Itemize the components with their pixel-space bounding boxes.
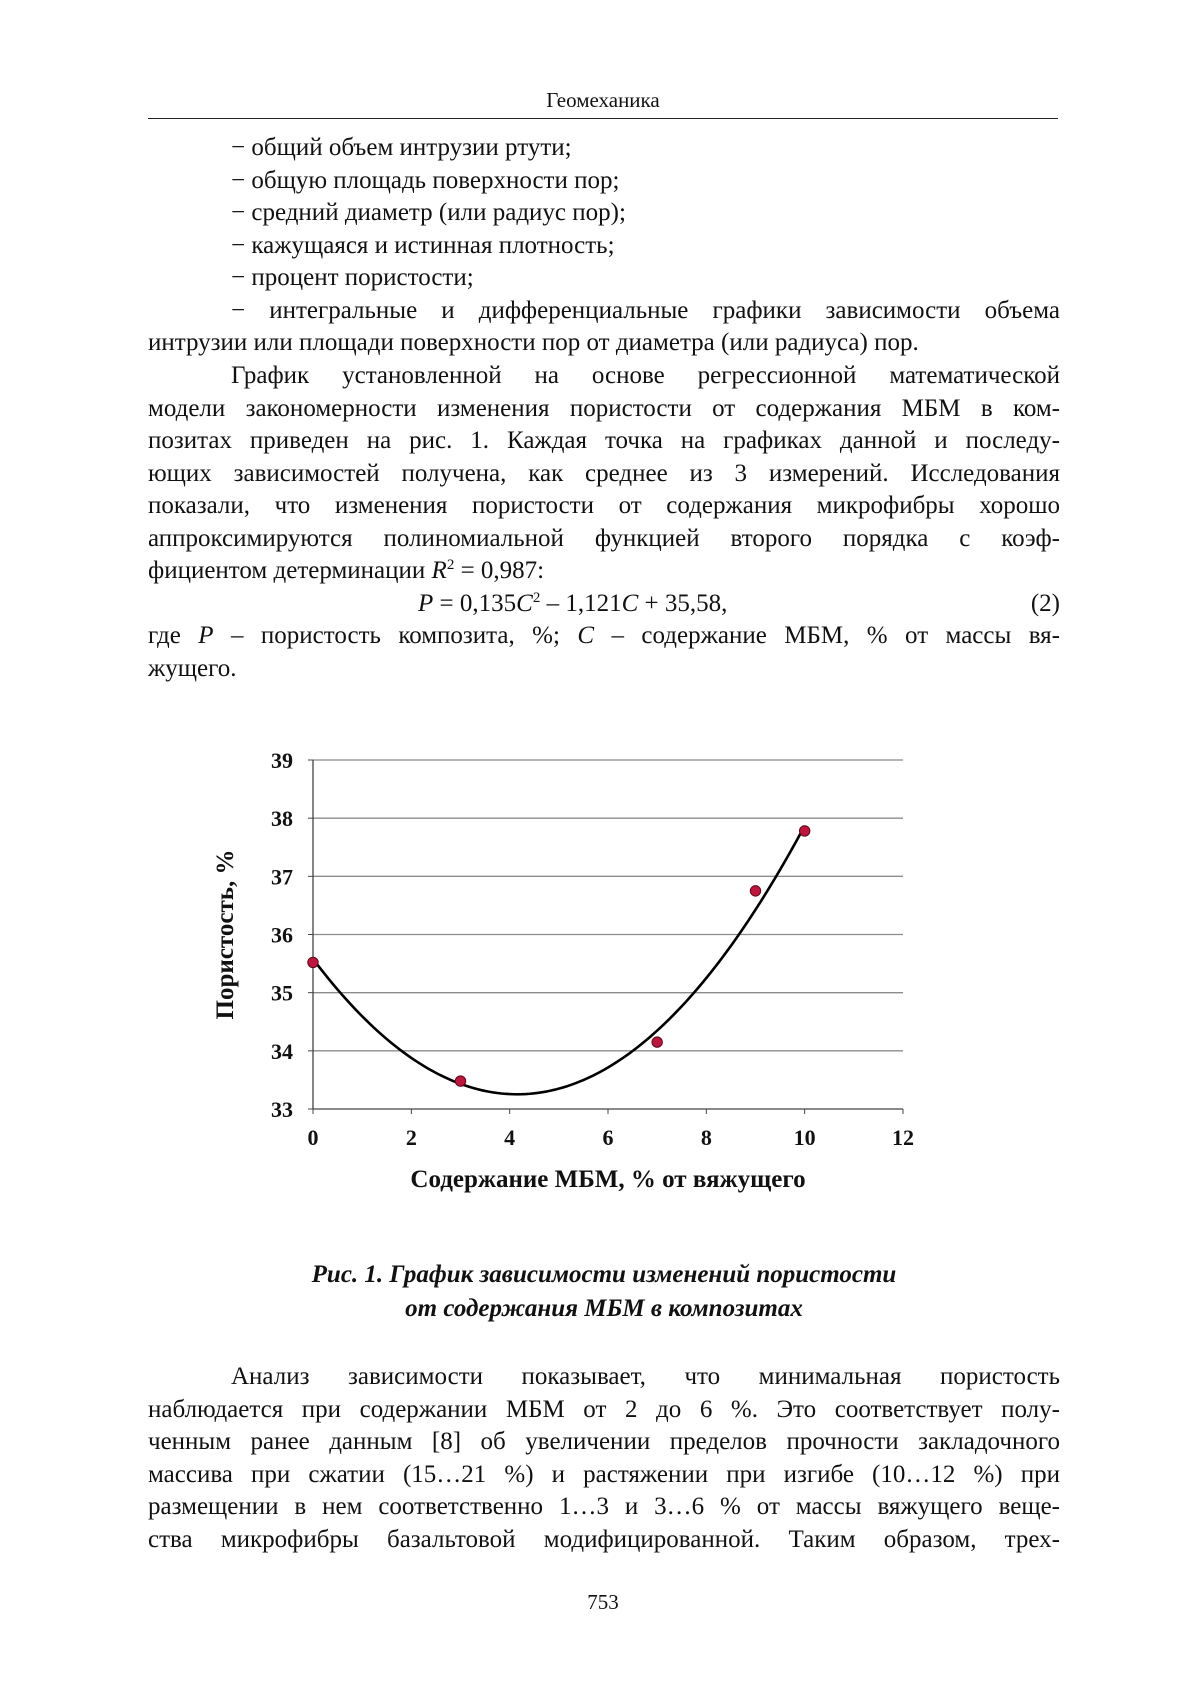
y-tick-label: 36: [271, 922, 293, 948]
data-point: [652, 1037, 662, 1047]
figure-caption: [148, 1258, 1060, 1326]
page-number: 753: [587, 1590, 619, 1614]
paragraph-line: ства микрофибры базальтовой модифицированной. Таким образом, трех-: [148, 1525, 1060, 1553]
paragraph-line: жущего.: [148, 654, 237, 682]
data-point: [799, 826, 809, 836]
bullet-list: [148, 132, 1060, 360]
caption-line: Рис. 1. График зависимости изменений пористости: [311, 1261, 897, 1288]
data-point: [308, 957, 318, 967]
paragraph-line: аппроксимируются полиномиальной функцией второго порядка с коэф-: [148, 524, 1060, 552]
text: – пористость композита, %;: [213, 622, 578, 649]
list-item-continuation: интрузии или площади поверхности пор от диаметра (или радиуса) пор.: [148, 329, 919, 356]
text: – содержание МБМ, % от массы вя-: [594, 622, 1061, 649]
x-tick-label: 8: [700, 1125, 712, 1150]
list-item: − общий объем интрузии ртути;: [231, 134, 572, 161]
superscript: 2: [532, 589, 541, 606]
equation-2: [148, 588, 1060, 621]
math-var: P: [198, 622, 214, 649]
equation-body: [418, 588, 727, 621]
list-item: − процент пористости;: [231, 264, 474, 291]
text: = 0,135: [433, 589, 517, 617]
header-rule: [148, 118, 1058, 119]
list-item: − интегральные и дифференциальные графики зависимости объема: [231, 296, 1060, 324]
x-tick-label: 12: [892, 1125, 914, 1150]
math-var: P: [418, 589, 434, 617]
x-tick-label: 6: [602, 1125, 614, 1150]
data-point: [750, 886, 760, 896]
text: – 1,121: [540, 589, 622, 617]
text: + 35,58,: [638, 589, 728, 617]
paragraph-line: модели закономерности изменения пористости от содержания МБМ в ком-: [148, 394, 1060, 422]
y-tick-label: 33: [271, 1097, 293, 1122]
x-tick-label: 10: [793, 1125, 816, 1150]
paragraph-2: [148, 1361, 1060, 1556]
math-var: C: [516, 589, 533, 617]
figure-1-chart: [200, 720, 1020, 1250]
paragraph-line: Анализ зависимости показывает, что минимальная пористость: [231, 1363, 1060, 1390]
equation-number: (2): [1030, 589, 1060, 617]
math-var: C: [577, 622, 595, 649]
paragraph-line: График установленной на основе регрессионной математической: [231, 362, 1060, 389]
y-tick-label: 35: [271, 980, 293, 1006]
x-axis-label: Содержание МБМ, % от вяжущего: [410, 1166, 806, 1193]
y-axis-label: Пористость, %: [212, 849, 239, 1020]
y-tick-label: 38: [271, 806, 293, 832]
y-tick-label: 37: [271, 864, 293, 890]
math-var: R: [431, 557, 447, 584]
paragraph-line: наблюдается при содержании МБМ от 2 до 6 %. Это соответствует полу-: [148, 1395, 1060, 1423]
x-tick-label: 2: [405, 1125, 417, 1150]
paragraph-line: размещении в нем соответственно 1…3 и 3…6 % от массы вяжущего веще-: [148, 1493, 1060, 1520]
caption-line: от содержания МБМ в композитах: [405, 1295, 803, 1322]
trendline: [313, 826, 805, 1095]
paragraph-line: показали, что изменения пористости от содержания микрофибры хорошо: [148, 492, 1060, 519]
paragraph-1: [148, 360, 1060, 685]
paragraph-line: ющих зависимостей получена, как среднее из 3 измерений. Исследования: [148, 459, 1060, 487]
math-var: C: [621, 589, 639, 617]
data-point: [455, 1076, 465, 1086]
paragraph-line: [148, 620, 1060, 653]
y-tick-label: 39: [271, 748, 293, 773]
y-tick-label: 34: [271, 1038, 293, 1064]
x-tick-label: 4: [504, 1125, 516, 1150]
paragraph-line: массива при сжатии (15…21 %) и растяжении при изгибе (10…12 %) при: [148, 1460, 1060, 1488]
running-header: Геомеханика: [546, 88, 660, 112]
superscript: 2: [446, 557, 455, 573]
text: где: [148, 622, 199, 649]
paragraph-line: ченным ранее данным [8] об увеличении пределов прочности закладочного: [148, 1428, 1060, 1455]
text: = 0,987:: [454, 557, 545, 584]
text: фициентом детерминации: [148, 557, 432, 584]
chart-svg: [200, 720, 1020, 1250]
paragraph-line: [148, 555, 1060, 588]
list-item: − средний диаметр (или радиус пор);: [231, 199, 626, 226]
list-item: − кажущаяся и истинная плотность;: [231, 231, 615, 259]
list-item: − общую площадь поверхности пор;: [231, 166, 620, 194]
x-tick-label: 0: [307, 1125, 319, 1150]
paragraph-line: позитах приведен на рис. 1. Каждая точка на графиках данной и последу-: [148, 427, 1060, 454]
